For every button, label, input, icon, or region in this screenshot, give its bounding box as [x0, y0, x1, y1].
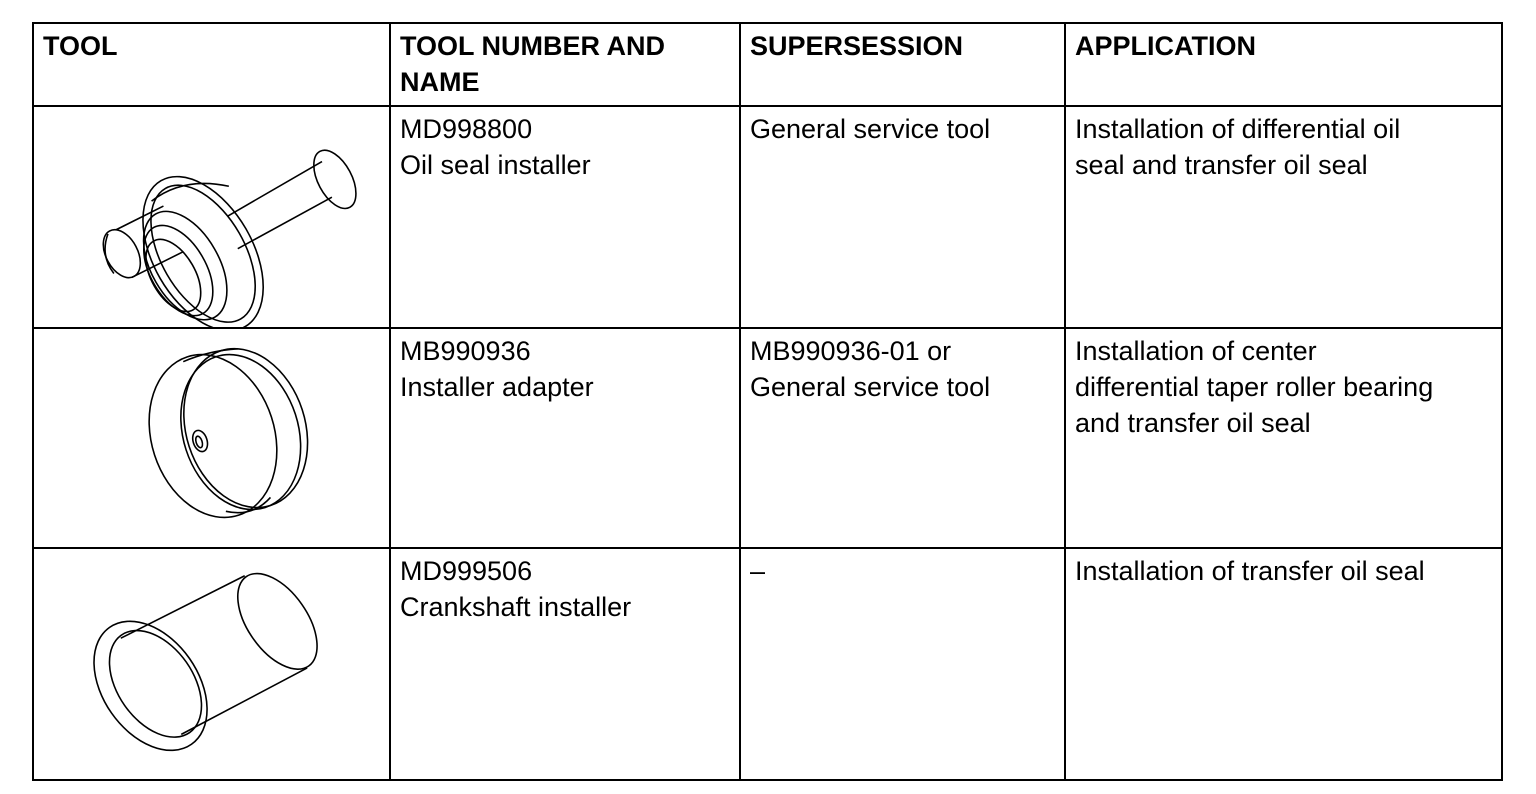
header-tool: TOOL	[33, 23, 390, 106]
table-row	[33, 106, 1502, 328]
header-supersession: SUPERSESSION	[740, 23, 1065, 106]
table-row	[33, 328, 1502, 548]
application-line: Installation of transfer oil seal	[1075, 556, 1425, 586]
header-row	[33, 23, 1502, 106]
application-cell	[1065, 548, 1502, 780]
tool-number: MB990936	[400, 336, 531, 366]
table-row	[33, 548, 1502, 780]
tool-image-cell	[33, 548, 390, 780]
tool-number-name-cell	[390, 548, 740, 780]
supersession-cell	[740, 106, 1065, 328]
tool-name: Oil seal installer	[400, 150, 591, 180]
oil-seal-installer-icon	[34, 107, 389, 327]
application-line: differential taper roller bearing	[1075, 372, 1434, 402]
tool-image-cell	[33, 328, 390, 548]
tool-number-name-cell	[390, 328, 740, 548]
application-line: and transfer oil seal	[1075, 408, 1311, 438]
tool-name: Installer adapter	[400, 372, 594, 402]
application-cell	[1065, 328, 1502, 548]
header-tool-number-line-1: TOOL NUMBER AND	[400, 31, 666, 61]
supersession-line: General service tool	[750, 372, 991, 402]
supersession-line: MB990936-01 or	[750, 336, 952, 366]
tool-number: MD998800	[400, 114, 533, 144]
application-cell	[1065, 106, 1502, 328]
tool-number: MD999506	[400, 556, 533, 586]
tool-number-name-cell	[390, 106, 740, 328]
supersession-line: General service tool	[750, 114, 991, 144]
application-line: seal and transfer oil seal	[1075, 150, 1368, 180]
application-line: Installation of center	[1075, 336, 1317, 366]
special-tools-table	[32, 22, 1503, 781]
supersession-cell	[740, 548, 1065, 780]
header-application: APPLICATION	[1065, 23, 1502, 106]
supersession-line: –	[750, 556, 766, 586]
tool-name: Crankshaft installer	[400, 592, 632, 622]
crankshaft-installer-icon	[34, 549, 389, 779]
header-tool-number-line-2: NAME	[400, 67, 480, 97]
header-tool-number-and-name	[390, 23, 740, 106]
supersession-cell	[740, 328, 1065, 548]
installer-adapter-icon	[34, 329, 389, 547]
tool-image-cell	[33, 106, 390, 328]
application-line: Installation of differential oil	[1075, 114, 1401, 144]
